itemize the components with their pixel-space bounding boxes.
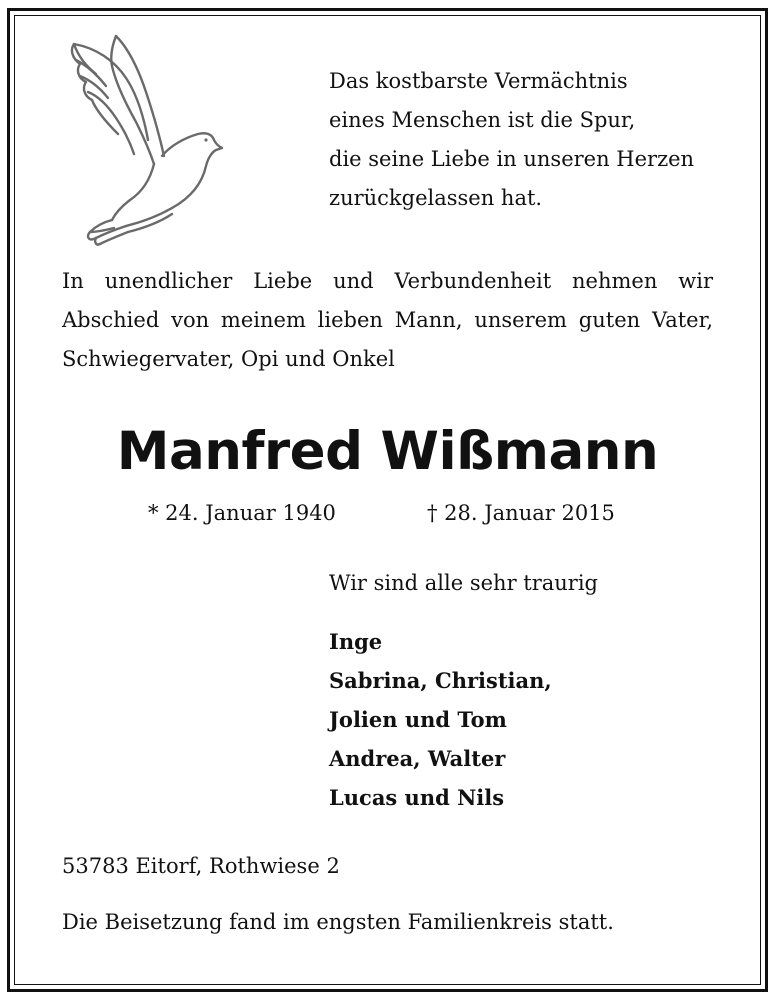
verse-line: die seine Liebe in unseren Herzen [329,147,695,171]
birth-date: * 24. Januar 1940 [148,501,336,525]
death-date: † 28. Januar 2015 [427,501,615,525]
intro-line: Abschied von meinem lieben Mann, unserem guten Vater, [62,308,713,332]
mourning-line: Wir sind alle sehr traurig [329,571,599,595]
family-member: Inge [329,629,383,654]
verse-line: Das kostbarste Vermächtnis [329,69,628,93]
address: 53783 Eitorf, Rothwiese 2 [62,854,340,878]
burial-note: Die Beisetzung fand im engsten Familienkreis statt. [62,910,614,934]
family-member: Sabrina, Christian, [329,668,552,693]
deceased-name: Manfred Wißmann [116,421,659,482]
verse-quote [329,62,694,218]
intro-paragraph [62,262,713,379]
family-member: Jolien und Tom [329,707,507,732]
intro-line: In unendlicher Liebe und Verbundenheit nehmen wir [62,269,713,293]
verse-line: eines Menschen ist die Spur, [329,108,636,132]
verse-line: zurückgelassen hat. [329,186,543,210]
family-member: Andrea, Walter [329,746,506,771]
family-signatures [329,622,552,817]
dove-icon [66,34,226,246]
family-member: Lucas und Nils [329,785,505,810]
intro-line: Schwiegervater, Opi und Onkel [62,347,395,371]
